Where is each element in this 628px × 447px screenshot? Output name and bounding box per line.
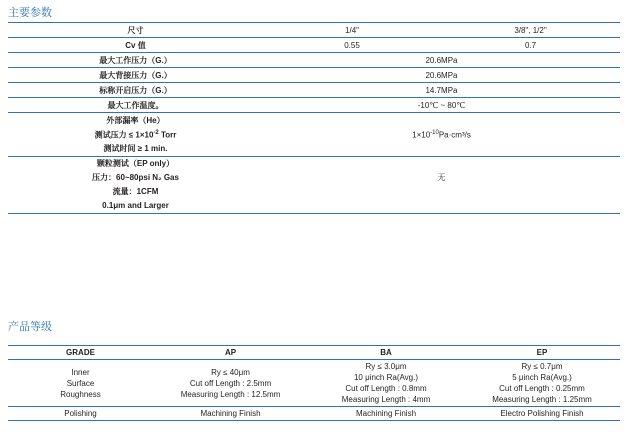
table-row: [8, 83, 620, 98]
grade-cell-ba-finish: Machining Finish: [308, 407, 464, 421]
spec-value-particle-spacer: [263, 156, 620, 171]
grade-cell-ep-finish: Electro Polishing Finish: [464, 407, 620, 421]
spec-label-leak-rate: 外部漏率（He）: [8, 113, 263, 128]
table-row: [8, 360, 620, 407]
grade-cell-ep-line-2: 5 μinch Ra(Avg.): [512, 373, 572, 382]
table-row: [8, 199, 620, 214]
spec-value-leak-rate-exponent: -10: [430, 130, 439, 136]
grade-cell-ba-line-1: Ry ≤ 3.0μm: [365, 362, 407, 371]
table-row: [8, 127, 620, 142]
spec-value-max-working-temperature: -10℃ ~ 80℃: [263, 98, 620, 113]
grade-cell-ep-roughness: [464, 360, 620, 407]
grade-header-grade: GRADE: [8, 346, 153, 360]
spec-label-max-back-pressure: 最大背接压力（G.）: [8, 68, 263, 83]
spec-value-max-working-pressure: 20.6MPa: [263, 53, 620, 68]
spec-label-cv: Cv 值: [8, 38, 263, 53]
grade-header-ep: EP: [464, 346, 620, 360]
spec-label-nominal-opening-pressure: 标称开启压力（G.）: [8, 83, 263, 98]
table-row: [8, 98, 620, 113]
table-row: [8, 38, 620, 53]
spec-value-max-back-pressure: 20.6MPa: [263, 68, 620, 83]
spec-label-particle-pressure: 压力：60~80psi N₂ Gas: [92, 173, 179, 183]
spec-value-leak-spacer-2: [263, 142, 620, 157]
grade-header-ba: BA: [308, 346, 464, 360]
spec-value-particle-spacer-2: [263, 185, 620, 199]
table-row: [8, 68, 620, 83]
spec-label-test-pressure-text: 测试压力 ≤ 1×10: [94, 130, 154, 140]
spec-label-particle-test: 颗粒测试（EP only）: [8, 156, 263, 171]
grade-cell-ep-line-3: Cut off Length : 0.25mm: [499, 384, 585, 393]
table-row: [8, 171, 620, 185]
spec-label-test-time: 测试时间 ≥ 1 min.: [8, 142, 263, 157]
specifications-table: [8, 22, 620, 214]
grade-cell-ap-finish: Machining Finish: [153, 407, 308, 421]
spec-label-test-pressure-exponent: -2: [153, 130, 159, 136]
grade-row-label-line-2: Surface: [66, 378, 95, 388]
table-row: [8, 113, 620, 128]
spec-cv-3-8: 0.7: [441, 38, 620, 53]
spec-header-size-1-4: 1/4": [263, 23, 441, 38]
spec-label-max-working-temperature: 最大工作温度。: [8, 98, 263, 113]
grade-cell-ep-line-1: Ry ≤ 0.7μm: [521, 362, 563, 371]
page-title-main-parameters: 主要参数: [8, 7, 52, 19]
spec-header-size: 尺寸: [8, 23, 263, 38]
spec-cv-1-4: 0.55: [263, 38, 441, 53]
grade-row-label-inner-surface-roughness: [8, 360, 153, 407]
spec-value-leak-spacer: [263, 113, 620, 128]
table-row: [8, 407, 620, 421]
grade-cell-ap-roughness: [153, 360, 308, 407]
grade-cell-ep-line-4: Measuring Length : 1.25mm: [492, 395, 592, 404]
spec-value-leak-rate-unit: Pa·cm³/s: [438, 130, 471, 140]
grade-cell-ba-line-2: 10 μinch Ra(Avg.): [353, 373, 419, 382]
grade-cell-ba-line-3: Cut off Length : 0.8mm: [345, 384, 427, 393]
table-row: [8, 23, 620, 38]
grade-cell-ba-roughness: [308, 360, 464, 407]
spec-value-leak-rate-num: 1×10: [412, 130, 431, 140]
grade-cell-ap-line-2: Cut off Length : 2.5mm: [189, 378, 272, 388]
grade-row-label-line-3: Roughness: [60, 389, 101, 399]
grade-row-label-polishing: Polishing: [8, 407, 153, 421]
spec-value-particle-spacer-3: [263, 199, 620, 214]
spec-label-particle-flow: 流量：1CFM: [112, 187, 159, 197]
spec-value-particle-test: 无: [437, 173, 446, 183]
grade-cell-ba-line-4: Measuring Length : 4mm: [341, 395, 431, 404]
page-title-product-grade: 产品等级: [8, 321, 52, 333]
spec-value-leak-rate: [263, 127, 620, 142]
grade-row-label-line-1: Inner: [71, 367, 90, 377]
spec-value-nominal-opening-pressure: 14.7MPa: [263, 83, 620, 98]
spec-label-particle-size: 0.1μm and Larger: [8, 199, 263, 214]
table-row: [8, 53, 620, 68]
table-row: [8, 156, 620, 171]
spec-label-test-pressure: [8, 127, 263, 142]
table-row: [8, 185, 620, 199]
spec-header-size-3-8-1-2: 3/8", 1/2": [441, 23, 620, 38]
spec-label-test-pressure-unit: Torr: [158, 130, 177, 140]
product-grade-table: [8, 345, 620, 421]
table-row: [8, 346, 620, 360]
grade-cell-ap-line-1: Ry ≤ 40μm: [211, 367, 250, 377]
grade-cell-ap-line-3: Measuring Length : 12.5mm: [180, 389, 281, 399]
spec-label-max-working-pressure: 最大工作压力（G.）: [8, 53, 263, 68]
table-row: [8, 142, 620, 157]
grade-header-ap: AP: [153, 346, 308, 360]
